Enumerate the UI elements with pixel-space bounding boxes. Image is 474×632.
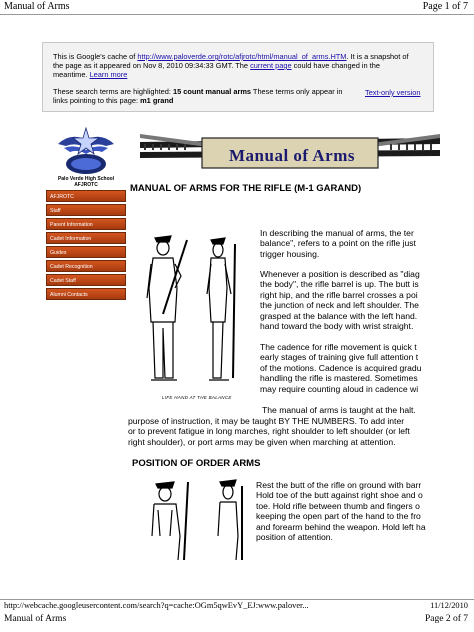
figure-order-arms <box>150 476 250 560</box>
paragraph-cadence: The cadence for rifle movement is quick t early stages of training give full attention t of the motions. Cadence is acquired gradu handling the rifle is mastered. Sometimes may require counting aloud in cadence wi <box>260 342 422 394</box>
banner-title-text: Manual of Arms <box>229 146 355 165</box>
sidebar-item-parent-information[interactable]: Parent Information <box>46 218 126 230</box>
sidebar-nav <box>46 190 126 302</box>
highlighted-terms: 15 count manual arms <box>172 87 252 96</box>
figure-soldier-balance <box>145 228 245 396</box>
print-footer-url: http://webcache.googleusercontent.com/search?q=cache:OGm5qwEvY_EJ:www.palover... <box>4 601 309 610</box>
paragraph-halt-line1: The manual of arms is taught at the halt. <box>262 405 416 415</box>
sidebar-item-cadet-information[interactable]: Cadet Information <box>46 232 126 244</box>
cache-notice-line3: meantime. Learn more <box>53 70 128 79</box>
cache-notice-line2: the page as it appeared on Nov 8, 2010 09:34:33 GMT. The current page could have changed in the <box>53 61 380 70</box>
section-heading-order-arms: POSITION OF ORDER ARMS <box>132 458 261 469</box>
header-rule <box>0 14 474 15</box>
page-title: MANUAL OF ARMS FOR THE RIFLE (M-1 GARAND) <box>130 183 362 194</box>
print-header-title: Manual of Arms <box>4 1 70 12</box>
text-only-version-link[interactable]: Text-only version <box>365 88 421 97</box>
school-name: Palo Verde High School AFJROTC <box>57 176 115 188</box>
sidebar-item-cadet-staff[interactable]: Cadet Staff <box>46 274 126 286</box>
link-only-term: m1 grand <box>140 96 174 105</box>
search-terms-line1: These search terms are highlighted: 15 count manual arms These terms only appear in <box>53 87 343 96</box>
figure-caption: LIFE HAND AT THE BALANCE <box>162 395 232 400</box>
print-header-page: Page 1 of 7 <box>422 1 468 12</box>
afjrotc-logo <box>56 124 116 179</box>
sidebar-item-afjrotc[interactable]: AFJROTC <box>46 190 126 202</box>
paragraph-order-arms: Rest the butt of the rifle on ground with barr Hold toe of the butt against right shoe and o toe. Hold rifle between thumb and fingers o keeping the open part of the hand to the fro and forearm behind the weapon. Hold left ha position of attention. <box>256 480 426 543</box>
paragraph-halt: purpose of instruction, it may be taught BY THE NUMBERS. To add inter or to prevent fatigue in long marches, right shoulder to left shoulder (or left right shoulder), or port arms may be given when marching at attention. <box>128 416 410 447</box>
cached-url-link[interactable]: http://www.paloverde.org/rotc/afjrotc/html/manual_of_arms.HTM <box>137 52 347 61</box>
print-footer-title: Manual of Arms <box>4 614 67 624</box>
sidebar-item-cadet-recognition[interactable]: Cadet Recognition <box>46 260 126 272</box>
search-terms-line2: links pointing to this page: m1 grand <box>53 96 174 105</box>
cache-notice-line1: This is Google's cache of http://www.paloverde.org/rotc/afjrotc/html/manual_of_arms.HTM. It is a snapshot of <box>53 52 409 61</box>
paragraph-diagonal: Whenever a position is described as "diag the body", the rifle barrel is up. The butt is right hip, and the rifle barrel crosses a poi the junction of neck and left shoulder. The grasped at the balance with the left hand. hand toward the body with wrist straight. <box>260 269 420 332</box>
sidebar-item-alumni-contacts[interactable]: Alumni Contacts <box>46 288 126 300</box>
print-footer-date: 11/12/2010 <box>430 601 468 610</box>
sidebar-item-guides[interactable]: Guides <box>46 246 126 258</box>
cache-notice-box <box>42 42 434 112</box>
print-footer-page: Page 2 of 7 <box>424 614 468 624</box>
current-page-link[interactable]: current page <box>250 61 292 70</box>
learn-more-link[interactable]: Learn more <box>89 70 128 79</box>
paragraph-balance: In describing the manual of arms, the ter balance", refers to a point on the rifle just trigger housing. <box>260 228 416 259</box>
sidebar-item-staff[interactable]: Staff <box>46 204 126 216</box>
footer-rule <box>0 599 474 600</box>
